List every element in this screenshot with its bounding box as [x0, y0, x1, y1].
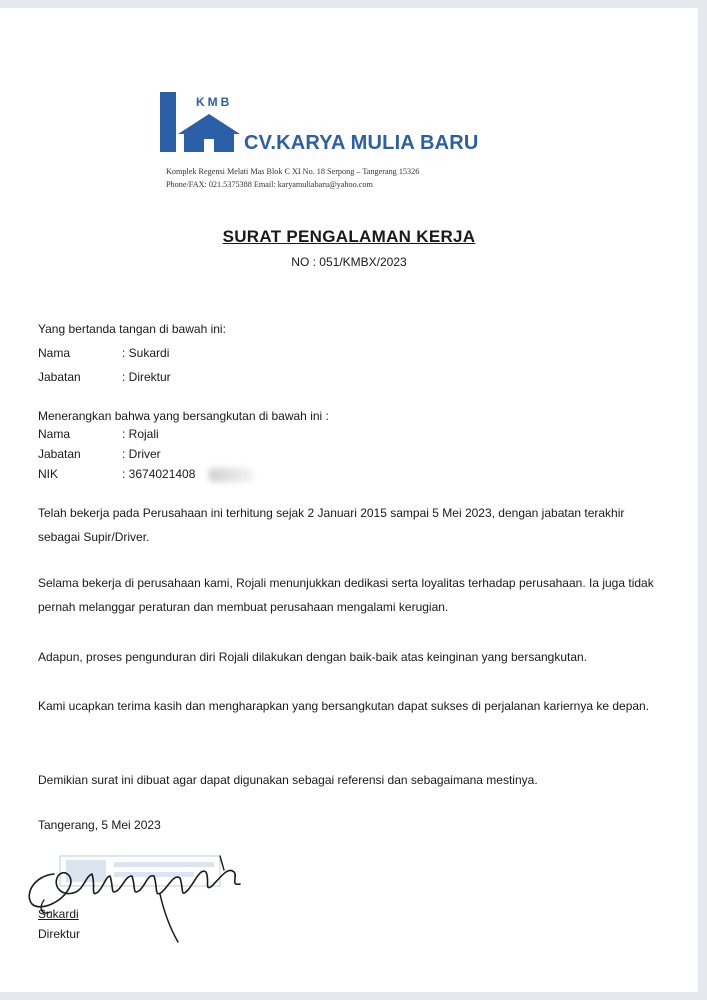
letter-number: NO : 051/KMBX/2023: [291, 255, 407, 269]
paragraph-closing: Demikian surat ini dibuat agar dapat digunakan sebagai referensi dan sebagaimana mestinya.: [38, 773, 538, 787]
address-line: Komplek Regensi Melati Mas Blok C XI No. 18 Serpong – Tangerang 15326: [166, 167, 420, 176]
closing-signer-title: Direktur: [38, 927, 81, 941]
signer-intro: Yang bertanda tangan di bawah ini:: [38, 322, 226, 336]
redaction-blur: [208, 468, 254, 482]
paragraph-dedication: Selama bekerja di perusahaan kami, Rojali menunjukkan dedikasi serta loyalitas terhadap perusahaan. Ia juga tidak pernah melanggar peraturan dan membuat perusahaan mengalami kerugian.: [38, 576, 654, 614]
closing-signer-name: Sukardi: [38, 907, 79, 921]
subject-position-label: Jabatan: [38, 447, 81, 461]
subject-nik-value: : 3674021408: [122, 467, 196, 481]
subject-position-value: : Driver: [122, 447, 161, 461]
subject-name-value: : Rojali: [122, 427, 159, 441]
subject-intro: Menerangkan bahwa yang bersangkutan di bawah ini :: [38, 409, 329, 423]
paragraph-resignation: Adapun, proses pengunduran diri Rojali dilakukan dengan baik-baik atas keinginan yang bersangkutan.: [38, 650, 588, 664]
signer-position-label: Jabatan: [38, 370, 81, 384]
letter-title: SURAT PENGALAMAN KERJA: [222, 227, 476, 246]
logo-text: KMB: [196, 95, 233, 109]
subject-name-label: Nama: [38, 427, 71, 441]
company-name: CV.KARYA MULIA BARU: [244, 132, 479, 154]
place-date: Tangerang, 5 Mei 2023: [38, 818, 161, 832]
paragraph-employment-period: Telah bekerja pada Perusahaan ini terhitung sejak 2 Januari 2015 sampai 5 Mei 2023, dengan jabatan terakhir sebagai Supir/Driver.: [38, 506, 625, 544]
contact-line: Phone/FAX: 021.5375388 Email: karyamuliabaru@yahoo.com: [166, 180, 373, 189]
signer-position-value: : Direktur: [122, 370, 171, 384]
paragraph-thanks: Kami ucapkan terima kasih dan mengharapkan yang bersangkutan dapat sukses di perjalanan kariernya ke depan.: [38, 699, 650, 713]
signer-name-label: Nama: [38, 346, 71, 360]
letter-page: [0, 8, 698, 992]
signer-name-value: : Sukardi: [122, 346, 170, 360]
subject-nik-label: NIK: [38, 467, 59, 481]
company-address: [166, 165, 419, 191]
